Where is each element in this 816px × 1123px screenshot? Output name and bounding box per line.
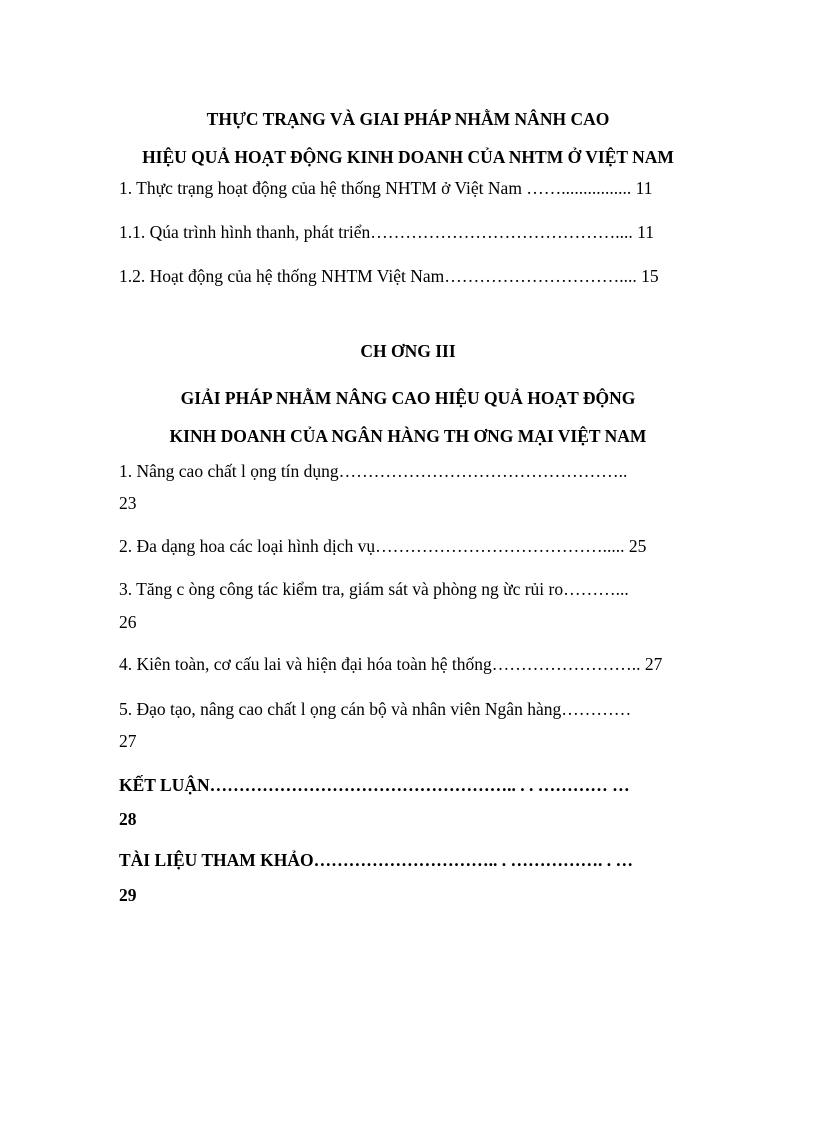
chapter-heading-line1: GIẢI PHÁP NHẰM NÂNG CAO HIỆU QUẢ HOẠT ĐỘNG	[180, 388, 636, 408]
toc-entry-page: 23	[119, 493, 137, 513]
toc-references: TÀI LIỆU THAM KHẢO………………………….. . ……………. . …	[119, 850, 634, 870]
toc-conclusion-page: 28	[119, 809, 137, 829]
toc-entry-page: 26	[119, 612, 137, 632]
toc-conclusion: KẾT LUẬN…………………………………………….. . . ………… …	[119, 775, 630, 795]
toc-entry: 3. Tăng c òng công tác kiểm tra, giám sát và phòng ng ừc rủi ro………...	[119, 579, 629, 599]
toc-entry: 1.1. Qúa trình hình thanh, phát triển…………………………………….... 11	[119, 222, 654, 242]
toc-entry: 5. Đạo tạo, nâng cao chất l ọng cán bộ và nhân viên Ngân hàng…………	[119, 699, 632, 719]
toc-entry: 1. Nâng cao chất l ọng tín dụng…………………………………………..	[119, 461, 628, 481]
toc-entry: 1. Thực trạng hoạt động của hệ thống NHTM ở Việt Nam ……................ 11	[119, 178, 653, 198]
section-heading-line1: THỰC TRẠNG VÀ GIAI PHÁP NHẰM NÂNH CAO	[206, 109, 610, 129]
section-heading-line2: HIỆU QUẢ HOẠT ĐỘNG KINH DOANH CỦA NHTM Ở VIỆT NAM	[142, 147, 674, 167]
chapter-label: CH ƠNG III	[360, 341, 456, 361]
chapter-heading-line2: KINH DOANH CỦA NGÂN HÀNG TH ƠNG MẠI VIỆT NAM	[169, 426, 647, 446]
toc-references-page: 29	[119, 885, 137, 905]
toc-entry: 1.2. Hoạt động của hệ thống NHTM Việt Nam………………………….... 15	[119, 266, 659, 286]
toc-entry: 4. Kiên toàn, cơ cấu lai và hiện đại hóa toàn hệ thống…………………….. 27	[119, 654, 663, 674]
toc-entry-page: 27	[119, 731, 137, 751]
toc-entry: 2. Đa dạng hoa các loại hình dịch vụ…………………………………..... 25	[119, 536, 647, 556]
